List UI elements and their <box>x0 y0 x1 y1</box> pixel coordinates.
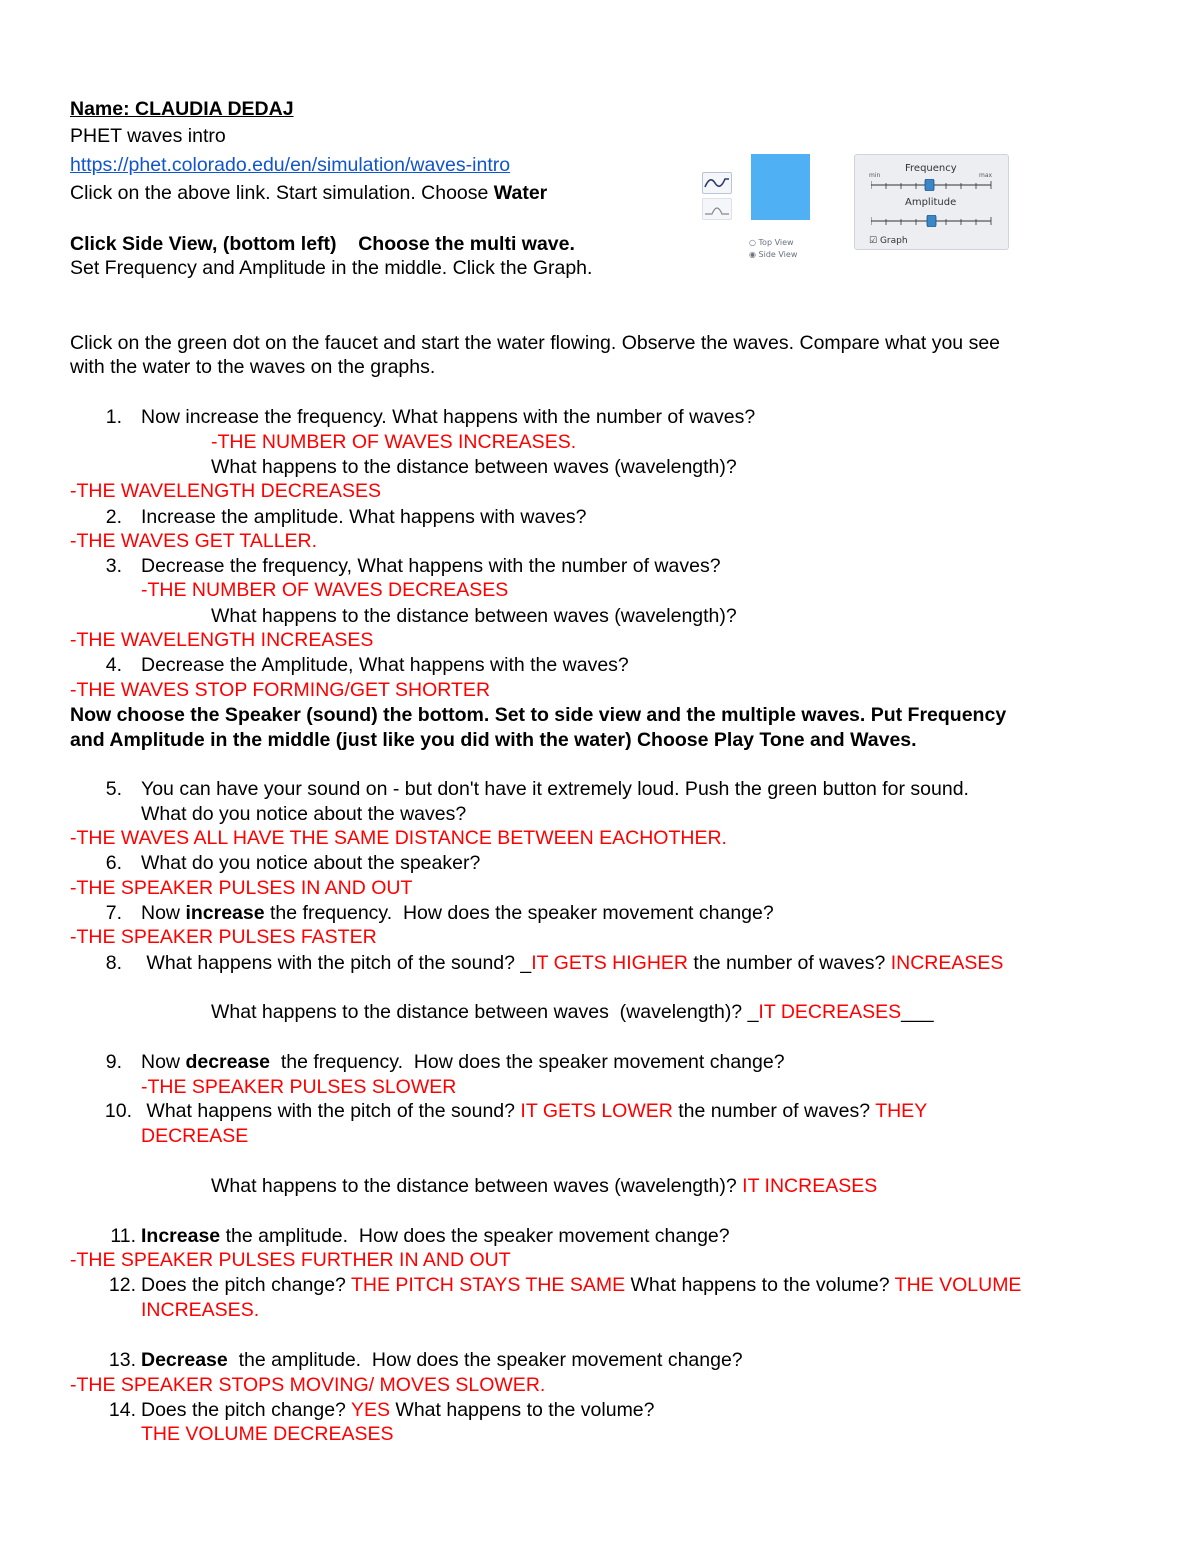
q3-text-b: What happens to the distance between waves (wavelength)? <box>211 605 737 627</box>
speaker-instruction-line-1: Now choose the Speaker (sound) the bottom. Set to side view and the multiple waves. Put Frequency <box>70 704 1007 726</box>
q4-answer: -THE WAVES STOP FORMING/GET SHORTER <box>70 679 491 701</box>
frequency-slider <box>871 179 993 191</box>
q2-text: Increase the amplitude. What happens with waves? <box>141 506 587 528</box>
q10-number: 10. <box>104 1100 132 1122</box>
q5-number: 5. <box>105 778 122 800</box>
q13-number: 13. <box>108 1349 136 1371</box>
q7-answer: -THE SPEAKER PULSES FASTER <box>70 926 377 948</box>
q9-number: 9. <box>105 1051 122 1073</box>
q12-number: 12. <box>108 1274 136 1296</box>
q8-text: What happens with the pitch of the sound? _IT GETS HIGHER the number of waves? INCREASES <box>141 952 1004 974</box>
q1-answer-a: -THE NUMBER OF WAVES INCREASES. <box>211 431 577 453</box>
single-wave-icon <box>702 172 732 194</box>
side-view-radio: ◉ Side View <box>749 250 798 259</box>
pulse-wave-icon <box>702 198 732 220</box>
q7-text: Now increase the frequency. How does the speaker movement change? <box>141 902 774 924</box>
q13-answer: -THE SPEAKER STOPS MOVING/ MOVES SLOWER. <box>70 1374 546 1396</box>
q5-text-b: What do you notice about the waves? <box>141 803 467 825</box>
q9-answer: -THE SPEAKER PULSES SLOWER <box>141 1076 457 1098</box>
set-frequency-instruction: Set Frequency and Amplitude in the middle. Click the Graph. <box>70 257 593 279</box>
q3-answer-b: -THE WAVELENGTH INCREASES <box>70 629 374 651</box>
q2-number: 2. <box>105 506 122 528</box>
q3-text: Decrease the frequency, What happens with the number of waves? <box>141 555 721 577</box>
water-preview <box>751 154 810 220</box>
faucet-instruction-line-2: with the water to the waves on the graphs. <box>70 356 436 378</box>
side-view-instruction: Click Side View, (bottom left) Choose the multi wave. <box>70 233 575 255</box>
amplitude-label: Amplitude <box>905 197 957 208</box>
q8-number: 8. <box>105 952 122 974</box>
q1-answer-b: -THE WAVELENGTH DECREASES <box>70 480 381 502</box>
graph-checkbox: ☑ Graph <box>869 236 908 246</box>
q12-text: Does the pitch change? THE PITCH STAYS THE SAME What happens to the volume? THE VOLUME <box>141 1274 1022 1296</box>
q11-number: 11. <box>110 1225 136 1247</box>
intro-instruction: Click on the above link. Start simulation. Choose Water <box>70 182 548 204</box>
q11-text: Increase the amplitude. How does the speaker movement change? <box>141 1225 730 1247</box>
q3-number: 3. <box>105 555 122 577</box>
q8-text-b: What happens to the distance between waves (wavelength)? _IT DECREASES___ <box>211 1001 934 1023</box>
simulation-link[interactable]: https://phet.colorado.edu/en/simulation/waves-intro <box>70 154 511 176</box>
frequency-label: Frequency <box>905 163 957 174</box>
worksheet-subtitle: PHET waves intro <box>70 125 226 147</box>
q3-answer-a: -THE NUMBER OF WAVES DECREASES <box>141 579 509 601</box>
q6-number: 6. <box>105 852 122 874</box>
q4-text: Decrease the Amplitude, What happens with the waves? <box>141 654 629 676</box>
amplitude-slider <box>871 215 993 227</box>
q14-number: 14. <box>108 1399 136 1421</box>
q1-text: Now increase the frequency. What happens with the number of waves? <box>141 406 756 428</box>
q10-text: What happens with the pitch of the sound? IT GETS LOWER the number of waves? THEY <box>141 1100 928 1122</box>
q14-text: Does the pitch change? YES What happens to the volume? <box>141 1399 655 1421</box>
max-label: max <box>979 172 993 179</box>
q4-number: 4. <box>105 654 122 676</box>
q14-answer: THE VOLUME DECREASES <box>141 1423 394 1445</box>
q5-answer: -THE WAVES ALL HAVE THE SAME DISTANCE BETWEEN EACHOTHER. <box>70 827 727 849</box>
q13-text: Decrease the amplitude. How does the speaker movement change? <box>141 1349 743 1371</box>
controls-panel <box>854 154 1009 250</box>
speaker-instruction-line-2: and Amplitude in the middle (just like you did with the water) Choose Play Tone and Waves. <box>70 729 917 751</box>
q10-text-b: What happens to the distance between waves (wavelength)? IT INCREASES <box>211 1175 878 1197</box>
q1-text-b: What happens to the distance between waves (wavelength)? <box>211 456 737 478</box>
q6-text: What do you notice about the speaker? <box>141 852 481 874</box>
q6-answer: -THE SPEAKER PULSES IN AND OUT <box>70 877 413 899</box>
student-name: Name: CLAUDIA DEDAJ <box>70 98 294 120</box>
q1-number: 1. <box>105 406 122 428</box>
q9-text: Now decrease the frequency. How does the speaker movement change? <box>141 1051 785 1073</box>
q12-answer-cont: INCREASES. <box>141 1299 260 1321</box>
top-view-radio: ○ Top View <box>749 238 794 247</box>
q7-number: 7. <box>105 902 122 924</box>
faucet-instruction-line-1: Click on the green dot on the faucet and start the water flowing. Observe the waves. Compare what you see <box>70 332 1001 354</box>
q10-answer-cont: DECREASE <box>141 1125 249 1147</box>
min-label: min <box>869 172 881 179</box>
q2-answer: -THE WAVES GET TALLER. <box>70 530 318 552</box>
q5-text: You can have your sound on - but don't have it extremely loud. Push the green button for sound. <box>141 778 969 800</box>
q11-answer: -THE SPEAKER PULSES FURTHER IN AND OUT <box>70 1249 511 1271</box>
